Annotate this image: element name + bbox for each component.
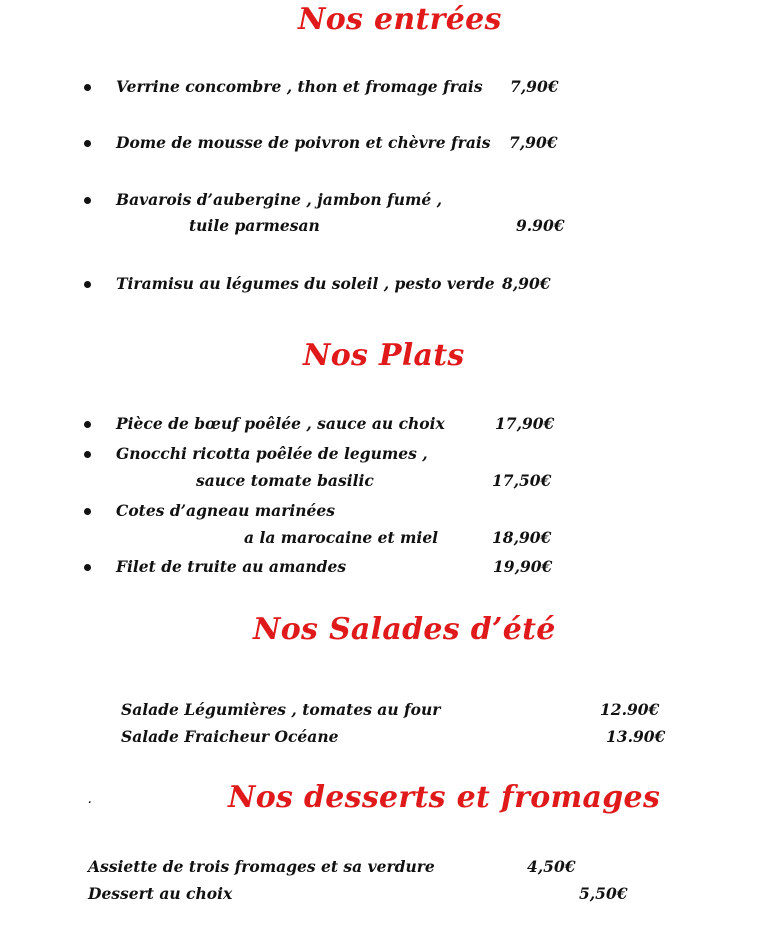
list-bullet bbox=[84, 281, 91, 288]
menu-item-name: Dessert au choix bbox=[88, 884, 233, 903]
list-bullet bbox=[84, 451, 91, 458]
menu-item-price: 17,90€ bbox=[495, 414, 555, 433]
menu-item-price: 4,50€ bbox=[527, 857, 576, 876]
list-bullet bbox=[84, 140, 91, 147]
menu-item-price: 19,90€ bbox=[493, 557, 553, 576]
menu-item-price: 7,90€ bbox=[510, 77, 559, 96]
menu-item-name: Assiette de trois fromages et sa verdure bbox=[88, 857, 435, 876]
section-title-desserts: Nos desserts et fromages bbox=[228, 780, 661, 815]
menu-item-name: Salade Légumières , tomates au four bbox=[121, 700, 441, 719]
menu-item-price: 18,90€ bbox=[492, 528, 552, 547]
menu-item-name: Gnocchi ricotta poêlée de legumes , bbox=[116, 444, 428, 463]
list-bullet bbox=[84, 564, 91, 571]
list-bullet bbox=[84, 508, 91, 515]
menu-item-price: 12.90€ bbox=[600, 700, 660, 719]
menu-item-name: Verrine concombre , thon et fromage frais bbox=[116, 77, 483, 96]
section-title-salades: Nos Salades d’été bbox=[253, 612, 556, 647]
section-title-entrees: Nos entrées bbox=[298, 2, 502, 37]
menu-item-name: Pièce de bœuf poêlée , sauce au choix bbox=[116, 414, 445, 433]
menu-item-price: 13.90€ bbox=[606, 727, 666, 746]
section-title-plats: Nos Plats bbox=[303, 338, 465, 373]
menu-item-price: 8,90€ bbox=[502, 274, 551, 293]
stray-dot: . bbox=[88, 791, 93, 807]
menu-item-name-continued: tuile parmesan bbox=[189, 216, 320, 235]
menu-item-name: Cotes d’agneau marinées bbox=[116, 501, 335, 520]
menu-item-name: Dome de mousse de poivron et chèvre frais bbox=[116, 133, 491, 152]
menu-item-price: 7,90€ bbox=[509, 133, 558, 152]
list-bullet bbox=[84, 197, 91, 204]
menu-item-name: Filet de truite au amandes bbox=[116, 557, 347, 576]
list-bullet bbox=[84, 421, 91, 428]
menu-item-price: 17,50€ bbox=[492, 471, 552, 490]
menu-item-name: Salade Fraicheur Océane bbox=[121, 727, 339, 746]
menu-item-name-continued: a la marocaine et miel bbox=[244, 528, 439, 547]
menu-item-price: 9.90€ bbox=[516, 216, 565, 235]
menu-item-name: Tiramisu au légumes du soleil , pesto verde bbox=[116, 274, 495, 293]
list-bullet bbox=[84, 84, 91, 91]
menu-item-name: Bavarois d’aubergine , jambon fumé , bbox=[116, 190, 443, 209]
menu-item-price: 5,50€ bbox=[579, 884, 628, 903]
menu-item-name-continued: sauce tomate basilic bbox=[196, 471, 374, 490]
